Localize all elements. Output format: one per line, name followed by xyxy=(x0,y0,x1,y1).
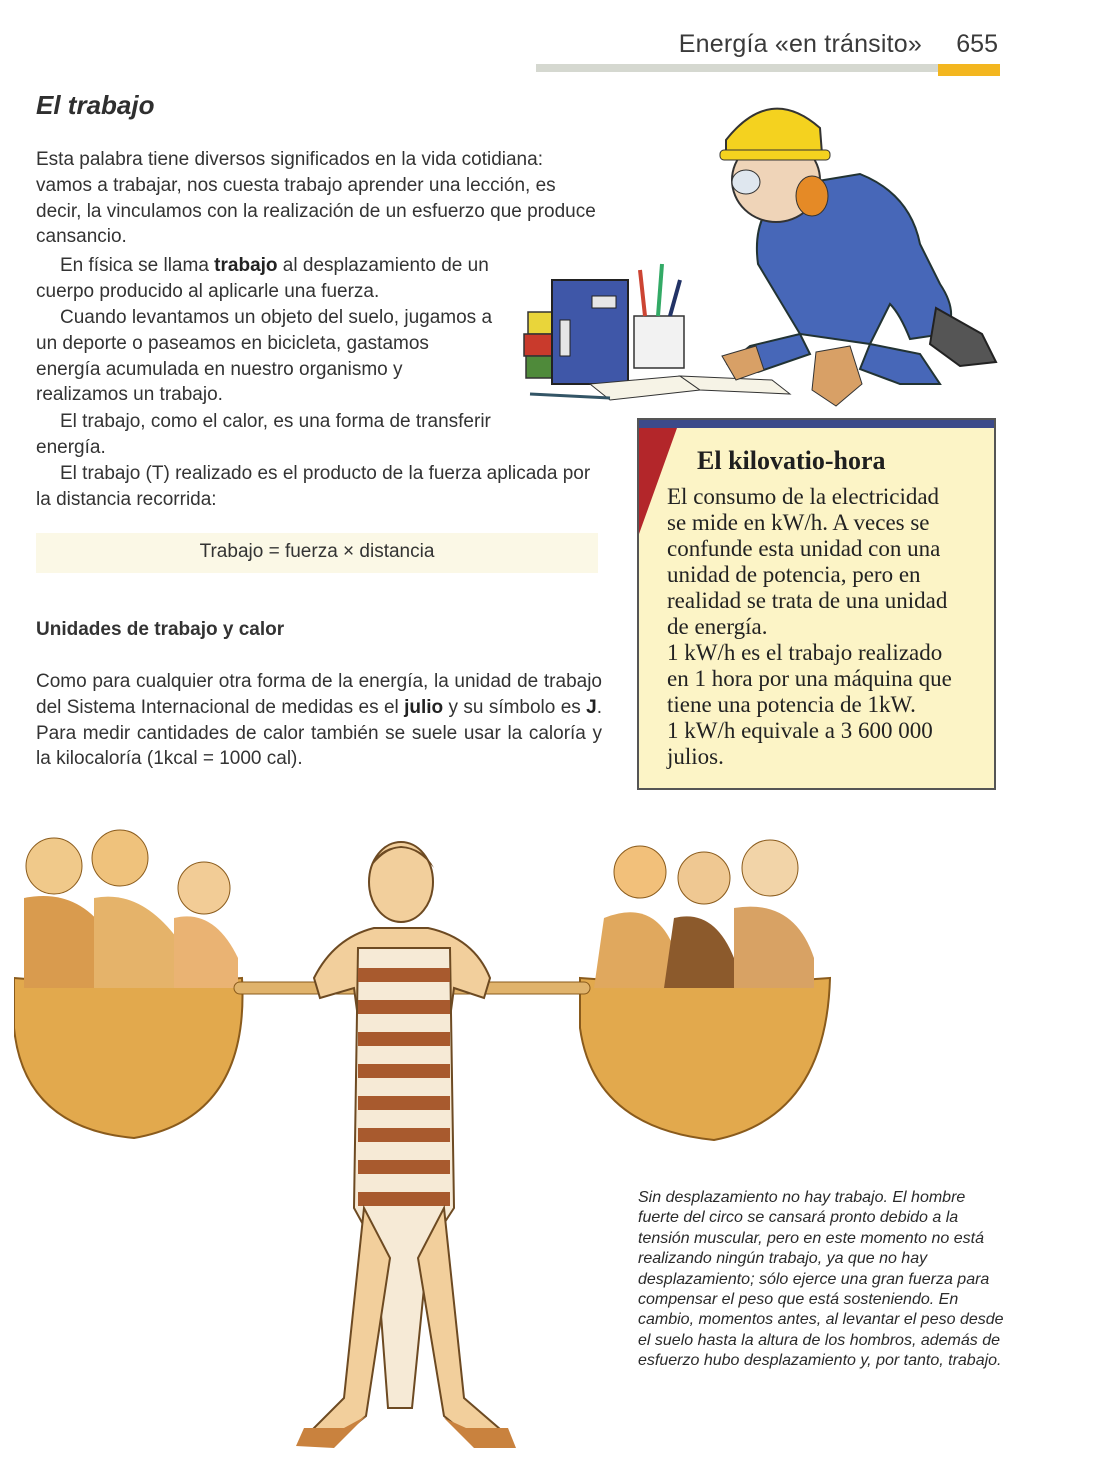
paragraph-units xyxy=(36,669,602,772)
running-header-title: Energía «en tránsito» xyxy=(678,30,922,58)
term-trabajo: trabajo xyxy=(214,255,278,276)
paragraph-transfer: El trabajo, como el calor, es una forma de transferir energía. xyxy=(36,411,491,458)
box-line: 1 kW/h equivale a 3 600 000 xyxy=(667,718,933,743)
box-line: unidad de potencia, pero en xyxy=(667,562,921,587)
units-text-start: Como para cualquier otra forma de la energía, la unidad de trabajo del Sistema Internacional de medidas es el xyxy=(36,671,602,718)
box-line: de energía. xyxy=(667,614,768,639)
strongman-illustration xyxy=(14,828,834,1468)
box-line: confunde esta unidad con una xyxy=(667,536,941,561)
symbol-j: J xyxy=(586,696,597,718)
paragraph-examples: Cuando levantamos un objeto del suelo, jugamos a un deporte o paseamos en bicicleta, gastamos energía acumulada en nuestro organismo y realizamos un trabajo. xyxy=(36,307,493,406)
box-title: El kilovatio-hora xyxy=(697,446,886,475)
kilowatt-hour-box xyxy=(637,418,996,790)
units-subtitle: Unidades de trabajo y calor xyxy=(36,619,285,640)
illustration-caption: Sin desplazamiento no hay trabajo. El hombre fuerte del circo se cansará pronto debido a la tensión muscular, pero en este momento no está realizando ningún trabajo, ya que no hay desplazamiento; sólo ejerce una gran fuerza para compensar el peso que está sosteniendo. En cambio, momentos antes, al levantar el peso desde el suelo hasta la altura de los hombros, además de esfuerzo hubo desplazamiento y, por tanto, trabajo. xyxy=(638,1189,1004,1370)
box-line: El consumo de la electricidad xyxy=(667,484,940,509)
box-line: realidad se trata de una unidad xyxy=(667,588,948,613)
definition-text-start: En física se llama xyxy=(60,255,215,276)
paragraph-product: El trabajo (T) realizado es el producto de la fuerza aplicada por la distancia recorrida: xyxy=(36,463,591,510)
box-text xyxy=(667,484,987,770)
page-number: 655 xyxy=(956,30,998,58)
units-text-mid: y su símbolo es xyxy=(443,696,587,718)
paragraph-intro: Esta palabra tiene diversos significados en la vida cotidiana: vamos a trabajar, nos cuesta trabajo aprender una lección, es decir, la vinculamos con la realización de un esfuerzo que produce cansancio. xyxy=(36,149,596,248)
formula-text: Trabajo = fuerza × distancia xyxy=(199,541,435,562)
header-accent-bar xyxy=(938,64,1000,76)
box-top-bar xyxy=(639,420,994,428)
units-text-end: . Para medir cantidades de calor también se suele usar la caloría y la kilocaloría (1kcal = 1000 cal). xyxy=(36,696,602,770)
box-line: tiene una potencia de 1kW. xyxy=(667,692,916,717)
box-line: 1 kW/h es el trabajo realizado xyxy=(667,640,943,665)
box-line: en 1 hora por una máquina que xyxy=(667,666,952,691)
paragraph-definition xyxy=(36,253,520,305)
term-julio: julio xyxy=(404,696,444,718)
definition-text-end: al desplazamiento de un cuerpo producido al aplicarle una fuerza. xyxy=(36,255,489,302)
formula-box xyxy=(36,533,598,573)
section-title: El trabajo xyxy=(36,90,155,120)
header-rule xyxy=(536,64,938,72)
box-line: julios. xyxy=(667,744,724,769)
box-line: se mide en kW/h. A veces se xyxy=(667,510,930,535)
worker-illustration xyxy=(500,84,1000,414)
